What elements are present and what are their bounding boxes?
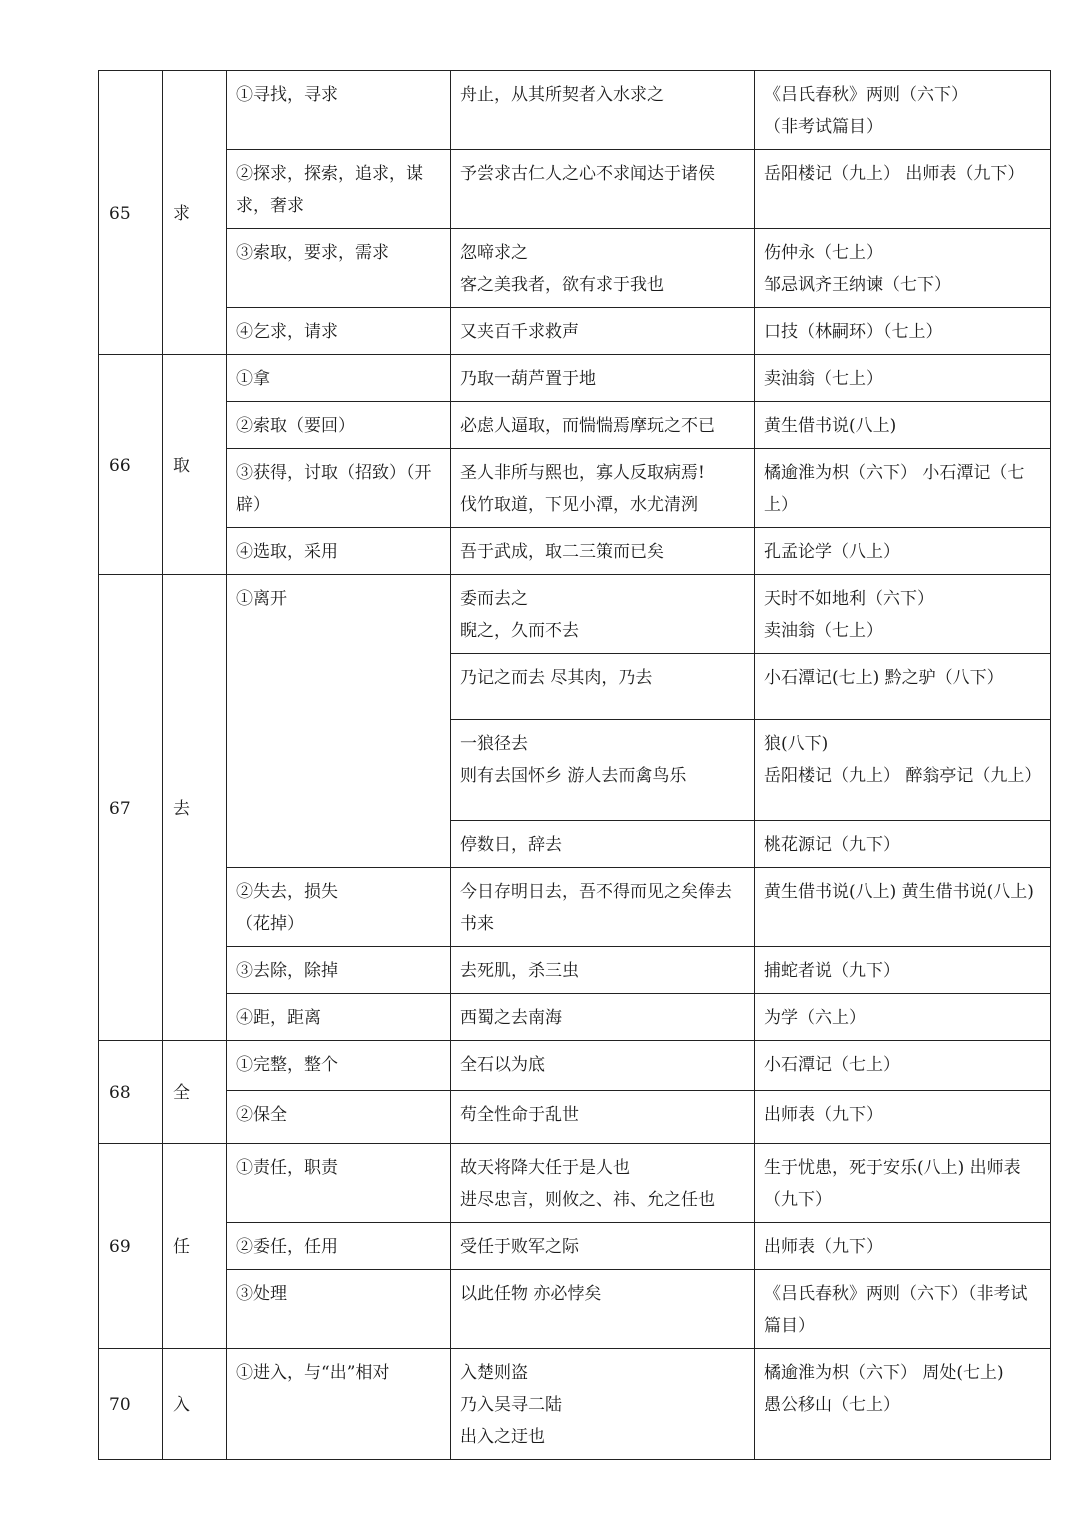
source-text-text: 天时不如地利（六下） <box>764 589 934 609</box>
sense-meaning-text: ①完整，整个 <box>236 1055 338 1075</box>
source-text-text: 为学（六上） <box>764 1008 866 1028</box>
example-sentence-text: 则有去国怀乡 游人去而禽鸟乐 <box>460 766 687 786</box>
example-sentence-text: 出入之迂也 <box>460 1427 545 1447</box>
source-text <box>755 575 1051 654</box>
source-text-text: 《吕氏春秋》两则（六下） <box>764 85 968 105</box>
table-row <box>99 449 1051 528</box>
example-sentence-text: 舟止，从其所契者入水求之 <box>460 85 664 105</box>
sense-meaning-text: ①责任，职责 <box>236 1158 338 1178</box>
example-sentence <box>451 1091 755 1144</box>
example-sentence <box>451 1270 755 1349</box>
example-sentence <box>451 308 755 355</box>
example-sentence-text: 客之美我者，欲有求于我也 <box>460 275 664 295</box>
sense-meaning <box>227 947 451 994</box>
source-text <box>755 947 1051 994</box>
example-sentence <box>451 71 755 150</box>
source-text-text: 伤仲永（七上） <box>764 243 883 263</box>
table-row <box>99 575 1051 654</box>
sense-meaning <box>227 1041 451 1091</box>
entry-number: 68 <box>99 1041 163 1144</box>
example-sentence-text: 西蜀之去南海 <box>460 1008 562 1028</box>
example-sentence-text: 乃入吴寻二陆 <box>460 1395 562 1415</box>
source-text <box>755 355 1051 402</box>
example-sentence-text: 乃取一葫芦置于地 <box>460 369 596 389</box>
source-text <box>755 150 1051 229</box>
source-text-text: 愚公移山（七上） <box>764 1395 900 1415</box>
source-text <box>755 71 1051 150</box>
sense-meaning-text: ②失去，损失 <box>236 882 338 902</box>
example-sentence-text: 一狼径去 <box>460 734 528 754</box>
entry-number: 66 <box>99 355 163 575</box>
source-text-text: 生于忧患，死于安乐(八上) 出师表（九下） <box>764 1158 1021 1210</box>
sense-meaning-text: ②索取（要回） <box>236 416 355 436</box>
entry-number: 65 <box>99 71 163 355</box>
sense-meaning <box>227 449 451 528</box>
sense-meaning <box>227 308 451 355</box>
example-sentence <box>451 528 755 575</box>
example-sentence-text: 必虑人逼取，而惴惴焉摩玩之不已 <box>460 416 715 436</box>
example-sentence-text: 故天将降大任于是人也 <box>460 1158 630 1178</box>
example-sentence <box>451 868 755 947</box>
source-text-text: 橘逾淮为枳（六下） 周处(七上) <box>764 1363 1004 1383</box>
sense-meaning-text: ③索取，要求，需求 <box>236 243 389 263</box>
source-text-text: 卖油翁（七上） <box>764 621 883 641</box>
table-row <box>99 947 1051 994</box>
entry-character: 任 <box>163 1144 227 1349</box>
source-text <box>755 654 1051 720</box>
source-text-text: 狼(八下) <box>764 734 829 754</box>
source-text <box>755 402 1051 449</box>
source-text <box>755 720 1051 821</box>
source-text-text: 岳阳楼记（九上） 出师表（九下） <box>764 164 1025 184</box>
source-text-text: 《吕氏春秋》两则（六下）（非考试篇目） <box>764 1284 1028 1336</box>
entry-number: 67 <box>99 575 163 1041</box>
sense-meaning <box>227 868 451 947</box>
sense-meaning <box>227 1144 451 1223</box>
table-row <box>99 1270 1051 1349</box>
example-sentence-text: 乃记之而去 尽其肉，乃去 <box>460 668 653 688</box>
table-row <box>99 868 1051 947</box>
source-text <box>755 1270 1051 1349</box>
example-sentence <box>451 1041 755 1091</box>
source-text-text: 卖油翁（七上） <box>764 369 883 389</box>
example-sentence-text: 忽啼求之 <box>460 243 528 263</box>
sense-meaning-text: ③获得，讨取（招致）（开辟） <box>236 463 432 515</box>
example-sentence <box>451 150 755 229</box>
example-sentence-text: 停数日，辞去 <box>460 835 562 855</box>
source-text-text: 邹忌讽齐王纳谏（七下） <box>764 275 951 295</box>
sense-meaning-text: ④选取，采用 <box>236 542 338 562</box>
table-row <box>99 402 1051 449</box>
source-text-text: 桃花源记（九下） <box>764 835 900 855</box>
example-sentence-text: 进尽忠言，则攸之、祎、允之任也 <box>460 1190 715 1210</box>
table-row <box>99 1349 1051 1460</box>
sense-meaning-text: ①寻找，寻求 <box>236 85 338 105</box>
source-text <box>755 1223 1051 1270</box>
example-sentence <box>451 1144 755 1223</box>
example-sentence-text: 以此任物 亦必悖矣 <box>460 1284 602 1304</box>
example-sentence-text: 全石以为底 <box>460 1055 545 1075</box>
source-text <box>755 994 1051 1041</box>
sense-meaning <box>227 355 451 402</box>
source-text-text: 口技（林嗣环）（七上） <box>764 322 943 342</box>
sense-meaning <box>227 994 451 1041</box>
table-row <box>99 1041 1051 1091</box>
example-sentence-text: 圣人非所与熙也，寡人反取病焉! <box>460 463 705 483</box>
example-sentence <box>451 654 755 720</box>
sense-meaning-text: ④乞求，请求 <box>236 322 338 342</box>
sense-meaning-text: ②探求，探索，追求，谋求，奢求 <box>236 164 423 216</box>
source-text-text: 黄生借书说(八上) <box>764 416 897 436</box>
sense-meaning-text: （花掉） <box>236 914 304 934</box>
source-text <box>755 449 1051 528</box>
sense-meaning <box>227 1091 451 1144</box>
sense-meaning <box>227 402 451 449</box>
example-sentence-text: 又夹百千求救声 <box>460 322 579 342</box>
source-text-text: 捕蛇者说（九下） <box>764 961 900 981</box>
source-text-text: 小石潭记（七上） <box>764 1055 900 1075</box>
example-sentence <box>451 1349 755 1460</box>
example-sentence <box>451 821 755 868</box>
source-text <box>755 1091 1051 1144</box>
source-text-text: 出师表（九下） <box>764 1237 883 1257</box>
source-text-text: 岳阳楼记（九上） 醉翁亭记（九上） <box>764 766 1042 786</box>
example-sentence-text: 委而去之 <box>460 589 528 609</box>
sense-meaning <box>227 1223 451 1270</box>
example-sentence <box>451 947 755 994</box>
table-row <box>99 1091 1051 1144</box>
example-sentence-text: 苟全性命于乱世 <box>460 1105 579 1125</box>
sense-meaning-text: ③去除，除掉 <box>236 961 338 981</box>
sense-meaning-text: ③处理 <box>236 1284 287 1304</box>
example-sentence-text: 伐竹取道，下见小潭，水尤清洌 <box>460 495 698 515</box>
table-body <box>99 71 1051 1460</box>
source-text <box>755 528 1051 575</box>
sense-meaning <box>227 1349 451 1460</box>
sense-meaning-text: ①进入，与“出”相对 <box>236 1363 390 1383</box>
entry-number: 69 <box>99 1144 163 1349</box>
source-text-text: 橘逾淮为枳（六下） 小石潭记（七上） <box>764 463 1025 515</box>
sense-meaning <box>227 71 451 150</box>
table-row <box>99 1223 1051 1270</box>
source-text <box>755 229 1051 308</box>
table-row <box>99 150 1051 229</box>
vocabulary-table <box>98 70 1051 1460</box>
sense-meaning-text: ①离开 <box>236 589 287 609</box>
example-sentence <box>451 355 755 402</box>
example-sentence-text: 去死肌，杀三虫 <box>460 961 579 981</box>
sense-meaning-text: ②委任，任用 <box>236 1237 338 1257</box>
source-text <box>755 1349 1051 1460</box>
source-text-text: 黄生借书说(八上) 黄生借书说(八上) <box>764 882 1034 902</box>
entry-number: 70 <box>99 1349 163 1460</box>
sense-meaning-text: ②保全 <box>236 1105 287 1125</box>
example-sentence <box>451 449 755 528</box>
example-sentence <box>451 229 755 308</box>
sense-meaning-text: ①拿 <box>236 369 270 389</box>
entry-character: 求 <box>163 71 227 355</box>
source-text <box>755 868 1051 947</box>
source-text-text: （非考试篇目） <box>764 117 883 137</box>
example-sentence <box>451 720 755 821</box>
sense-meaning <box>227 229 451 308</box>
example-sentence <box>451 1223 755 1270</box>
source-text <box>755 1041 1051 1091</box>
sense-meaning <box>227 575 451 868</box>
example-sentence-text: 受任于败军之际 <box>460 1237 579 1257</box>
example-sentence <box>451 575 755 654</box>
table-row <box>99 229 1051 308</box>
entry-character: 取 <box>163 355 227 575</box>
source-text-text: 出师表（九下） <box>764 1105 883 1125</box>
table-row <box>99 994 1051 1041</box>
table-row <box>99 528 1051 575</box>
example-sentence-text: 今日存明日去，吾不得而见之矣俸去书来 <box>460 882 732 934</box>
entry-character: 入 <box>163 1349 227 1460</box>
entry-character: 全 <box>163 1041 227 1144</box>
table-row <box>99 71 1051 150</box>
example-sentence <box>451 994 755 1041</box>
source-text <box>755 821 1051 868</box>
example-sentence-text: 吾于武成，取二三策而已矣 <box>460 542 664 562</box>
sense-meaning <box>227 1270 451 1349</box>
example-sentence-text: 入楚则盗 <box>460 1363 528 1383</box>
example-sentence <box>451 402 755 449</box>
example-sentence-text: 睨之，久而不去 <box>460 621 579 641</box>
sense-meaning-text: ④距，距离 <box>236 1008 321 1028</box>
source-text <box>755 1144 1051 1223</box>
sense-meaning <box>227 150 451 229</box>
source-text-text: 小石潭记(七上) 黔之驴（八下） <box>764 668 1004 688</box>
source-text-text: 孔孟论学（八上） <box>764 542 900 562</box>
sense-meaning <box>227 528 451 575</box>
table-row <box>99 355 1051 402</box>
example-sentence-text: 予尝求古仁人之心不求闻达于诸侯 <box>460 164 715 184</box>
table-row <box>99 308 1051 355</box>
table-row <box>99 1144 1051 1223</box>
source-text <box>755 308 1051 355</box>
entry-character: 去 <box>163 575 227 1041</box>
